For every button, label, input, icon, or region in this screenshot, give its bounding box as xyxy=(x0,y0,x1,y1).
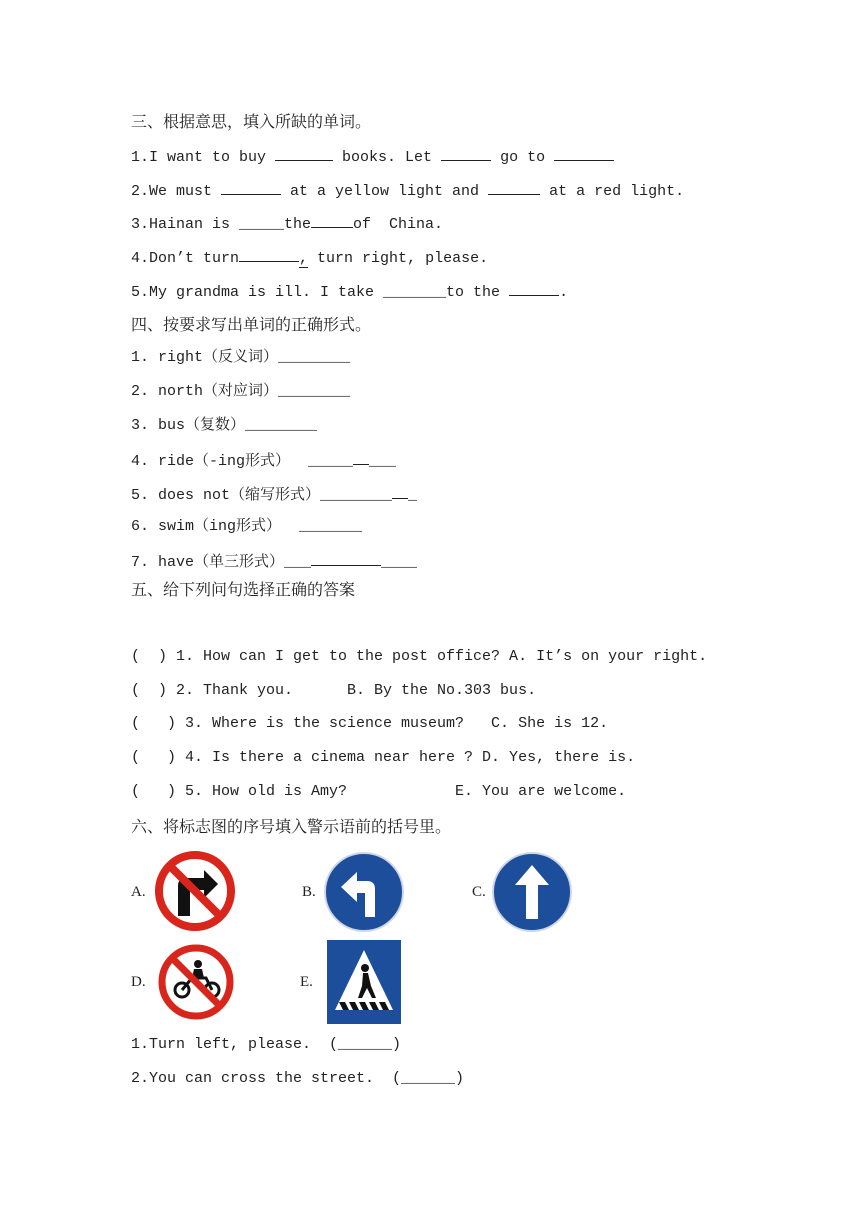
pedestrian-crossing-sign-icon xyxy=(327,940,401,1024)
section-4-item-1: 1. right（反义词）________ xyxy=(131,349,351,366)
section-5-item-3: ( ) 3. Where is the science museum? C. She is 12. xyxy=(131,715,609,732)
blank[interactable] xyxy=(275,146,333,161)
go-straight-sign-icon xyxy=(491,851,573,933)
blank[interactable] xyxy=(239,247,299,262)
section-3-question-5: 5.My grandma is ill. I take _______to the . xyxy=(131,281,568,303)
no-motorcycle-sign-icon xyxy=(154,944,238,1020)
section-4-item-3: 3. bus（复数）________ xyxy=(131,417,318,434)
section-5-item-1: ( ) 1. How can I get to the post office? A. It’s on your right. xyxy=(131,648,708,665)
turn-left-sign-icon xyxy=(323,851,405,933)
blank[interactable] xyxy=(554,146,614,161)
section-4-title: 四、按要求写出单词的正确形式。 xyxy=(131,315,372,334)
blank[interactable] xyxy=(392,484,408,499)
section-6-question-1: 1.Turn left, please. (______) xyxy=(131,1036,402,1053)
section-4-item-6: 6. swim（ing形式） _______ xyxy=(131,518,363,535)
section-5-item-2: ( ) 2. Thank you. B. By the No.303 bus. xyxy=(131,682,537,699)
blank[interactable] xyxy=(311,213,353,228)
section-6-question-2: 2.You can cross the street. (______) xyxy=(131,1070,465,1087)
section-4-item-4: 4. ride（-ing形式） _____ ___ xyxy=(131,450,396,472)
sign-d-label: D. xyxy=(131,974,146,990)
section-5-title: 五、给下列问句选择正确的答案 xyxy=(131,580,356,599)
section-3-question-3: 3.Hainan is _____the of China. xyxy=(131,213,443,235)
blank[interactable] xyxy=(311,551,381,566)
section-3-question-1: 1.I want to buy books. Let go to xyxy=(131,146,614,168)
blank[interactable] xyxy=(221,180,281,195)
blank[interactable] xyxy=(509,281,559,296)
section-5-item-4: ( ) 4. Is there a cinema near here ? D. Yes, there is. xyxy=(131,749,636,766)
section-5-item-5: ( ) 5. How old is Amy? E. You are welcome. xyxy=(131,783,627,800)
no-right-turn-sign-icon xyxy=(154,850,236,932)
section-4-item-7: 7. have（单三形式）___ ____ xyxy=(131,551,417,573)
sign-a-label: A. xyxy=(131,884,146,900)
section-4-item-5: 5. does not（缩写形式）________ _ xyxy=(131,484,417,506)
blank[interactable] xyxy=(441,146,491,161)
section-3-question-2: 2.We must at a yellow light and at a red light. xyxy=(131,180,684,202)
section-6-title: 六、将标志图的序号填入警示语前的括号里。 xyxy=(131,817,452,836)
sign-b-label: B. xyxy=(302,884,316,900)
section-4-item-2: 2. north（对应词）________ xyxy=(131,383,351,400)
sign-e-label: E. xyxy=(300,974,313,990)
section-3-question-4: 4.Don’t turn , turn right, please. xyxy=(131,247,488,269)
blank[interactable] xyxy=(488,180,540,195)
sign-c-label: C. xyxy=(472,884,486,900)
blank[interactable] xyxy=(353,450,369,465)
section-3-title: 三、根据意思，填入所缺的单词。 xyxy=(131,112,372,131)
